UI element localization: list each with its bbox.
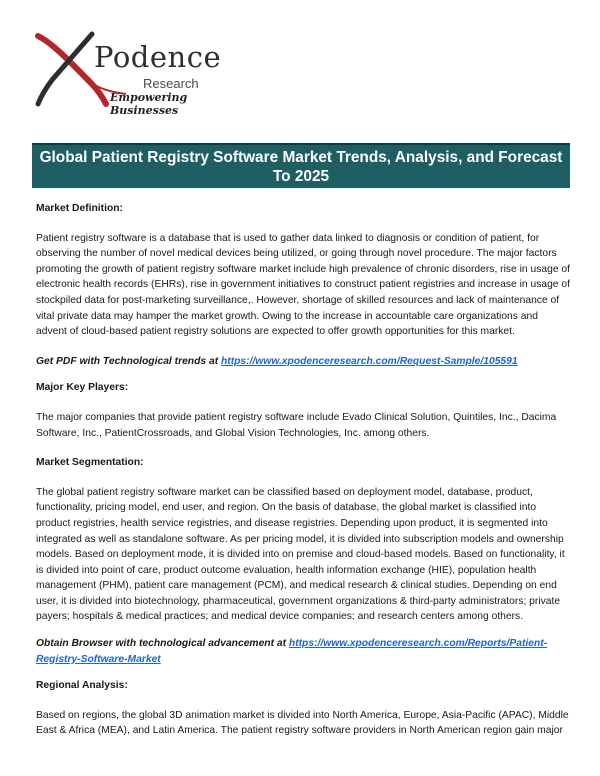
segmentation-text: The global patient registry software market can be classified based on deployment model, database, product, functionality, pricing model, end user, and region. On the basis of database, the global market is classified into product registries, health service registries, and disease registries. Depending upon product, it is segmented into integrated as well as standalone software. As per pricing model, it is divided into subscription models and ownership models. Based on deployment mode, it is divided into on premise and cloud-based models. Based on functionality, it is divided into point of care, product outcome evaluation, health information exchange (HIE), population health management (PHM), patient care management (PCM), and medical research & clinical studies. Depending on end user, it is divided into biotechnology, pharmaceutical, government organizations & third-party administrators; private payers; hospitals & medical practices; and medical device companies; and research centers among others. xyxy=(36,486,565,623)
pdf-link-line xyxy=(36,354,570,370)
market-definition-heading: Market Definition: xyxy=(36,203,123,214)
logo-research-label: Research xyxy=(143,76,199,91)
pdf-link-prefix: Get PDF with Technological trends at xyxy=(36,355,221,367)
company-logo xyxy=(32,30,232,117)
regional-heading: Regional Analysis: xyxy=(36,680,128,692)
segmentation-heading: Market Segmentation: xyxy=(36,457,144,469)
key-players-text: The major companies that provide patient registry software include Evado Clinical Solution, Quintiles, Inc., Dacima Software, Inc., PatientCrossroads, and Global Vision Technologies, Inc. among others. xyxy=(36,411,557,439)
title-banner xyxy=(32,143,570,188)
logo-tagline: Empowering Businesses xyxy=(110,91,188,117)
browser-link-prefix: Obtain Browser with technological advancement at xyxy=(36,638,289,650)
pdf-sample-link[interactable]: https://www.xpodenceresearch.com/Request-Sample/105591 xyxy=(220,355,518,367)
page-title: Global Patient Registry Software Market Trends, Analysis, and Forecast To 2025 xyxy=(39,148,563,185)
regional-text: Based on regions, the global 3D animation market is divided into North America, Europe, Asia-Pacific (APAC), Middle East & Africa (MEA), and Latin America. The patient registry software providers in North American region gain major xyxy=(36,709,569,737)
browser-link-line xyxy=(36,636,570,667)
document-body xyxy=(36,201,570,739)
key-players-heading: Major Key Players: xyxy=(36,382,129,394)
logo-wordmark: Podence xyxy=(94,40,222,74)
report-browser-link[interactable]: https://www.xpodenceresearch.com/Reports/Patient-Registry-Software-Market xyxy=(36,638,548,665)
market-definition-text: Patient registry software is a database that is used to gather data linked to diagnosis or condition of patient, for observing the number of novel medical devices being utilized, or going through novel procedure. The major factors promoting the growth of patient registry software market include high prevalence of chronic disorders, rise in usage of electronic health records (EHRs), rise in government initiatives to construct patient registries and increase in usage of stockpiled data for post-marketing surveillance,. However, shortage of skilled resources and lack of maintenance of vital private data may hamper the market growth. Owing to the increase in accountable care organizations and advent of cloud-based patient registry solutions are expected to offer growth opportunities for this market. xyxy=(36,232,570,338)
